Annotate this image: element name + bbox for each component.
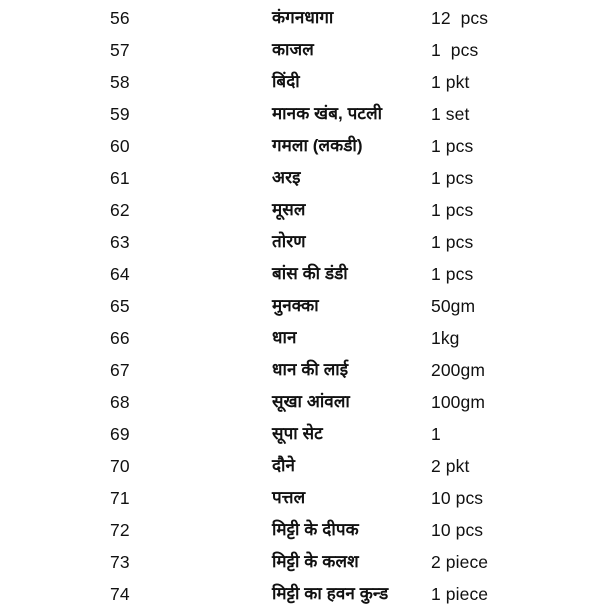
row-serial-number: 59 bbox=[110, 104, 130, 124]
row-item-name: सूपा सेट bbox=[272, 424, 323, 443]
row-item-name: मिट्टी के कलश bbox=[272, 552, 359, 571]
row-quantity: 50gm bbox=[431, 296, 476, 316]
row-quantity: 12 pcs bbox=[431, 8, 489, 28]
row-quantity: 1kg bbox=[431, 328, 460, 348]
row-item-name: धान bbox=[272, 328, 297, 347]
table-row bbox=[0, 322, 600, 354]
row-serial-number: 74 bbox=[110, 584, 130, 604]
row-quantity: 2 piece bbox=[431, 552, 489, 572]
table-row bbox=[0, 578, 600, 610]
row-item-name: तोरण bbox=[272, 232, 306, 251]
row-item-name: बांस की डंडी bbox=[272, 264, 348, 283]
row-serial-number: 62 bbox=[110, 200, 130, 220]
row-serial-number: 63 bbox=[110, 232, 130, 252]
row-item-name: मिट्टी का हवन कुन्ड bbox=[272, 584, 389, 603]
row-serial-number: 67 bbox=[110, 360, 130, 380]
row-serial-number: 73 bbox=[110, 552, 130, 572]
row-quantity: 1 pcs bbox=[431, 168, 474, 188]
row-serial-number: 64 bbox=[110, 264, 130, 284]
row-item-name: मिट्टी के दीपक bbox=[272, 520, 359, 539]
row-serial-number: 69 bbox=[110, 424, 130, 444]
row-serial-number: 70 bbox=[110, 456, 130, 476]
row-quantity: 1 pcs bbox=[431, 200, 474, 220]
row-quantity: 100gm bbox=[431, 392, 486, 412]
row-quantity: 1 pcs bbox=[431, 264, 474, 284]
row-quantity: 1 pcs bbox=[431, 40, 479, 60]
row-serial-number: 72 bbox=[110, 520, 130, 540]
row-quantity: 1 pcs bbox=[431, 136, 474, 156]
row-serial-number: 65 bbox=[110, 296, 130, 316]
row-serial-number: 57 bbox=[110, 40, 130, 60]
row-item-name: पत्तल bbox=[272, 488, 306, 507]
table-row bbox=[0, 482, 600, 514]
row-quantity: 1 pkt bbox=[431, 72, 470, 92]
row-item-name: काजल bbox=[272, 40, 314, 59]
table-row bbox=[0, 194, 600, 226]
row-quantity: 200gm bbox=[431, 360, 486, 380]
table-row bbox=[0, 162, 600, 194]
row-quantity: 10 pcs bbox=[431, 520, 484, 540]
row-item-name: मानक खंब, पटली bbox=[272, 104, 383, 123]
row-quantity: 2 pkt bbox=[431, 456, 470, 476]
table-row bbox=[0, 226, 600, 258]
row-item-name: मूसल bbox=[272, 200, 306, 219]
table-row bbox=[0, 514, 600, 546]
row-serial-number: 61 bbox=[110, 168, 130, 188]
table-row bbox=[0, 386, 600, 418]
table-row bbox=[0, 418, 600, 450]
row-quantity: 1 pcs bbox=[431, 232, 474, 252]
table-row bbox=[0, 290, 600, 322]
row-item-name: धान की लाई bbox=[272, 360, 349, 379]
row-quantity: 10 pcs bbox=[431, 488, 484, 508]
row-item-name: मुनक्का bbox=[272, 296, 319, 315]
row-item-name: अरइ bbox=[272, 168, 301, 187]
row-quantity: 1 bbox=[431, 424, 441, 444]
table-row bbox=[0, 546, 600, 578]
row-serial-number: 68 bbox=[110, 392, 130, 412]
row-serial-number: 56 bbox=[110, 8, 130, 28]
row-quantity: 1 piece bbox=[431, 584, 489, 604]
table-row bbox=[0, 258, 600, 290]
table-row bbox=[0, 98, 600, 130]
table-row bbox=[0, 2, 600, 34]
table-row bbox=[0, 130, 600, 162]
row-serial-number: 71 bbox=[110, 488, 130, 508]
row-item-name: दौने bbox=[272, 456, 296, 475]
table-row bbox=[0, 66, 600, 98]
table-row bbox=[0, 450, 600, 482]
table-row bbox=[0, 354, 600, 386]
row-item-name: सूखा आंवला bbox=[272, 392, 350, 411]
row-serial-number: 60 bbox=[110, 136, 130, 156]
row-serial-number: 58 bbox=[110, 72, 130, 92]
row-item-name: कंगनधागा bbox=[272, 8, 334, 27]
table-row bbox=[0, 34, 600, 66]
row-quantity: 1 set bbox=[431, 104, 470, 124]
row-serial-number: 66 bbox=[110, 328, 130, 348]
row-item-name: गमला (लकडी) bbox=[272, 136, 363, 155]
row-item-name: बिंदी bbox=[272, 72, 300, 91]
